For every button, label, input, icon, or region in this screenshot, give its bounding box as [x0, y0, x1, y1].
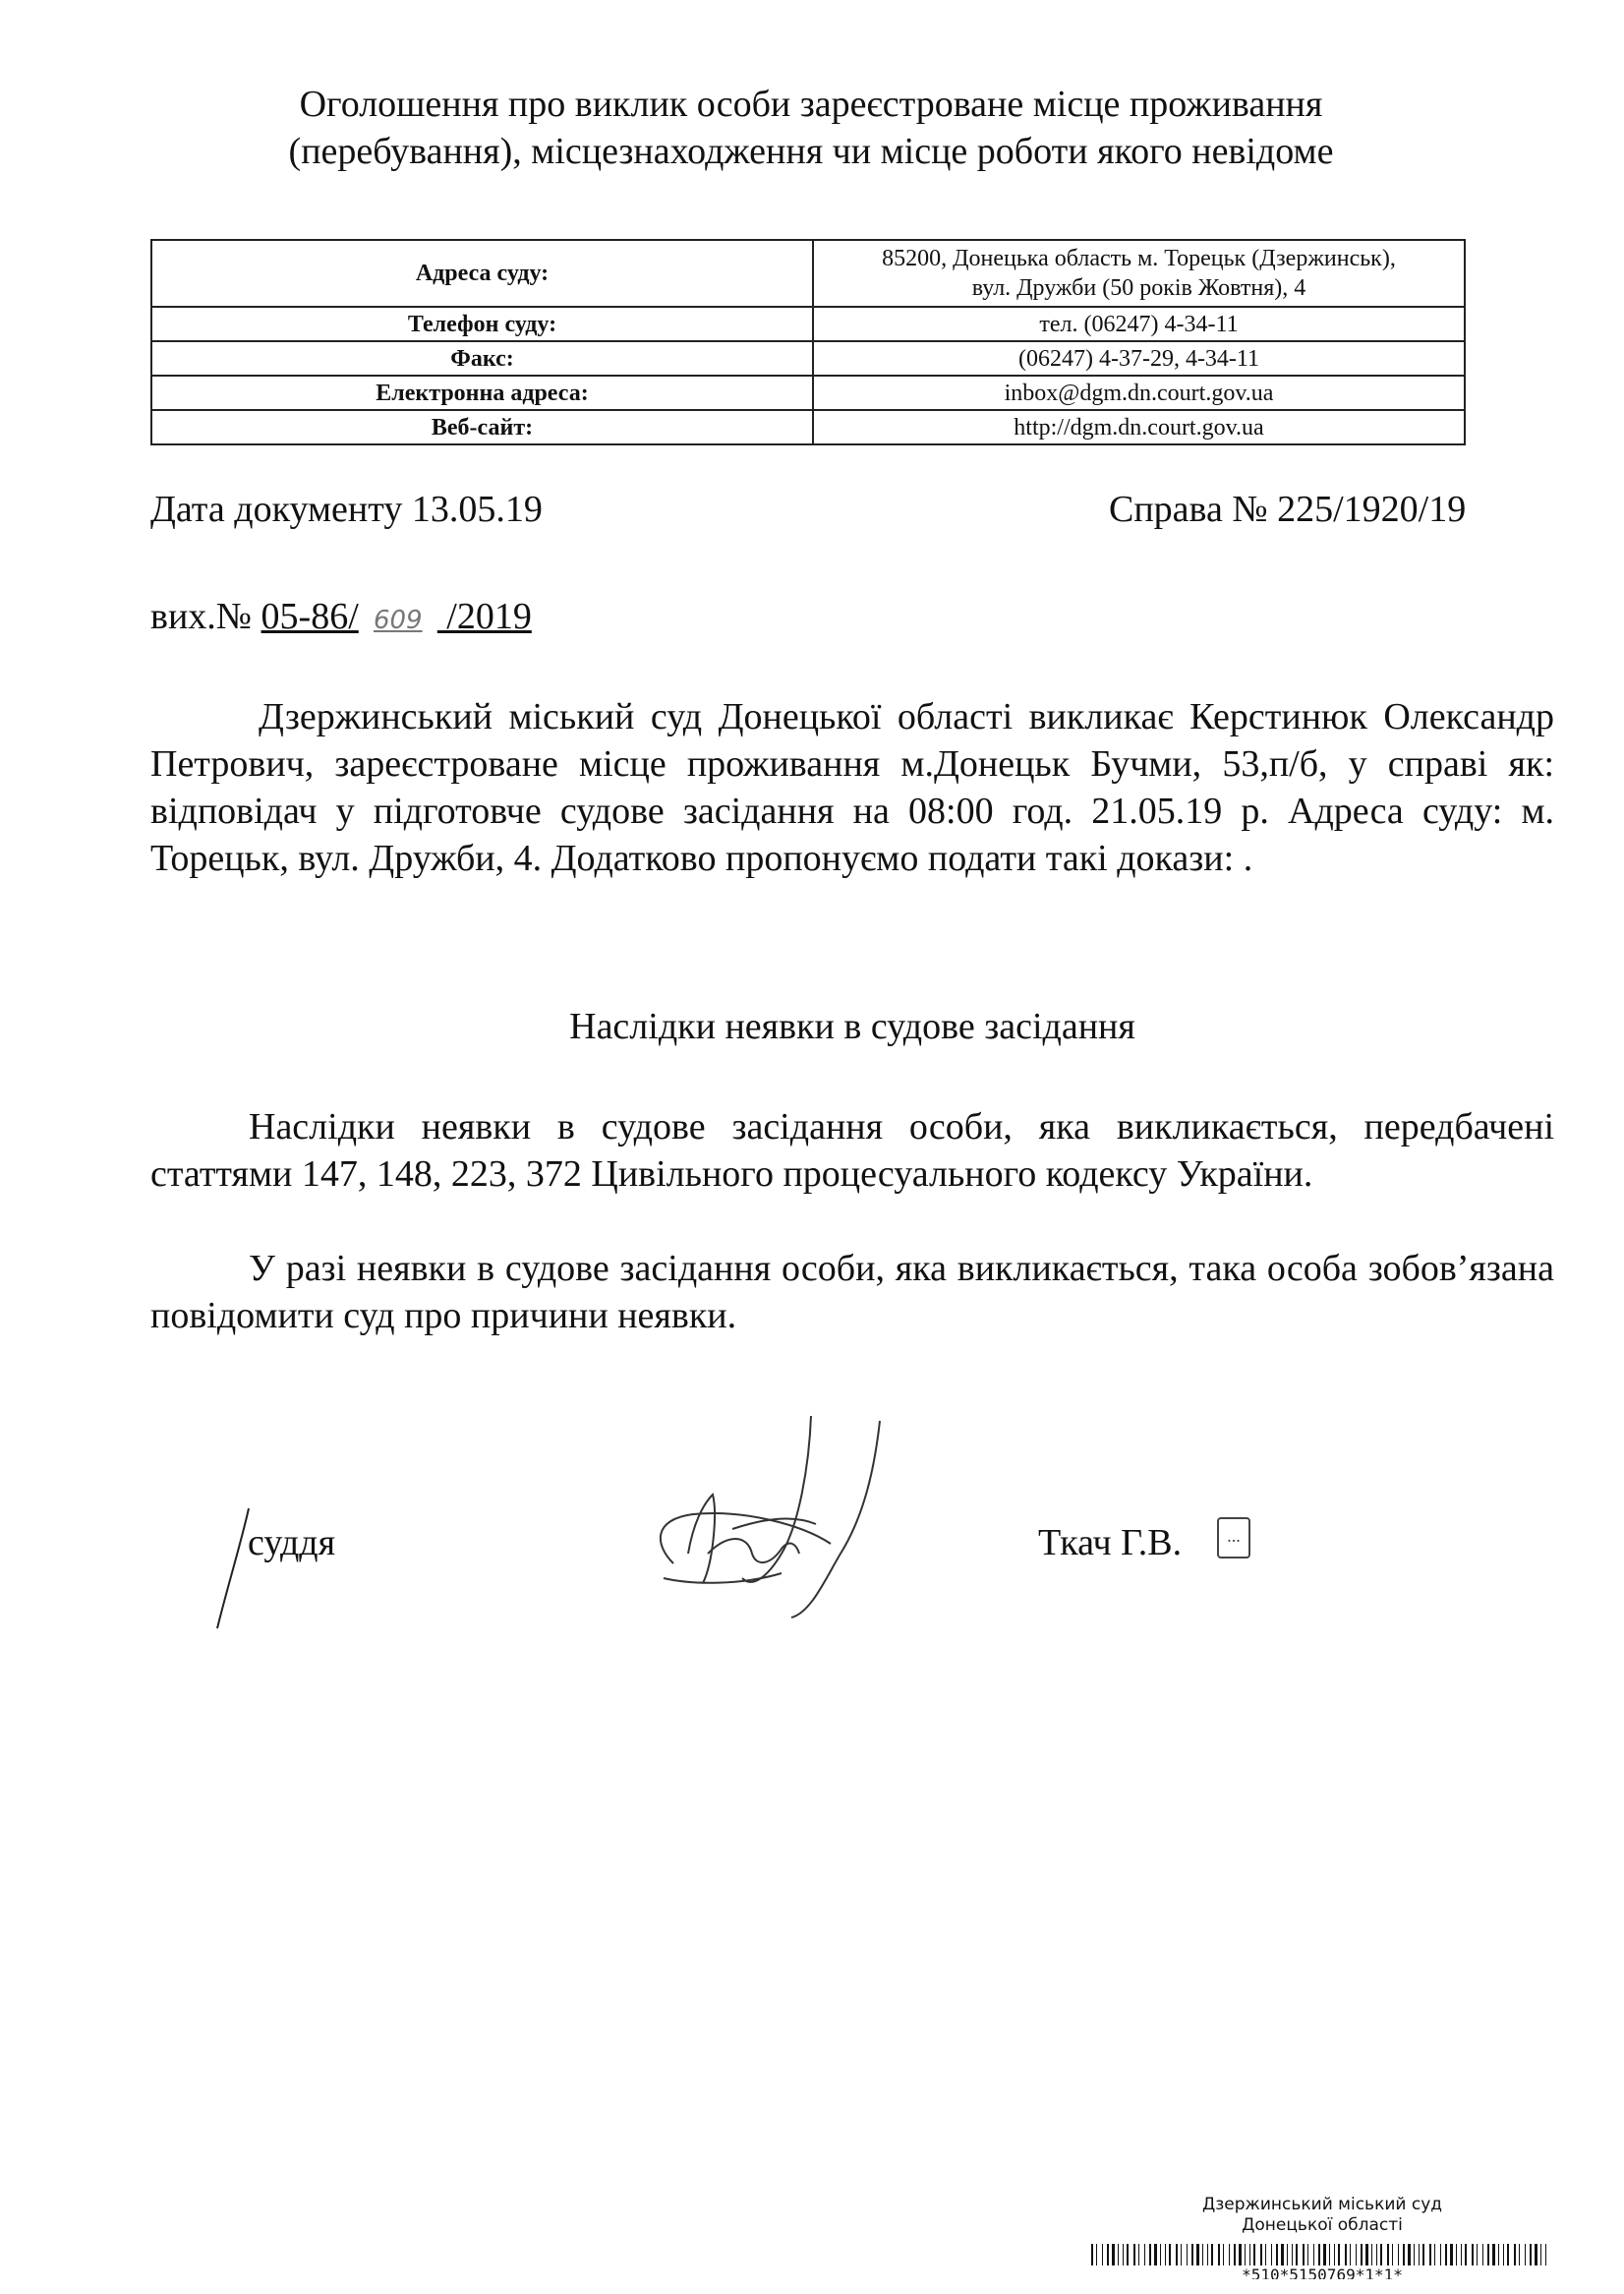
document-date: Дата документу 13.05.19 [150, 489, 543, 530]
stamp-line-2: Донецької області [1242, 2215, 1403, 2235]
stamp-line-1: Дзержинський міський суд [1201, 2195, 1443, 2214]
title-line-1: Оголошення про виклик особи зареєстроване місце проживання [299, 84, 1323, 125]
court-address-line-2: вул. Дружби (50 років Жовтня), 4 [971, 275, 1306, 301]
barcode-bar [1234, 2244, 1236, 2265]
barcode-bar [1296, 2244, 1298, 2265]
barcode-bar [1138, 2244, 1139, 2265]
barcode-bar [1429, 2244, 1431, 2265]
barcode-bar [1133, 2244, 1135, 2265]
barcode-bar [1176, 2244, 1178, 2265]
barcode-bar [1107, 2244, 1109, 2265]
barcode-bar [1096, 2244, 1097, 2265]
barcode-bar [1387, 2244, 1389, 2265]
court-stamp [1091, 2195, 1553, 2236]
court-info-table [150, 239, 1466, 445]
barcode-bar [1211, 2244, 1213, 2265]
barcode-bar [1487, 2244, 1489, 2265]
court-phone-label: Телефон суду: [151, 307, 813, 341]
court-address-value [813, 240, 1465, 307]
barcode-bar [1102, 2244, 1103, 2265]
barcode-bar [1338, 2244, 1340, 2265]
barcode-bar [1160, 2244, 1161, 2265]
barcode-bar [1249, 2244, 1250, 2265]
barcode-bar [1440, 2244, 1441, 2265]
notification-paragraph: У разі неявки в судове засідання особи, яка викликається, така особа зобов’язана повідомити суд про причини неявки. [150, 1248, 1554, 1336]
barcode-bar [1361, 2244, 1363, 2265]
barcode-bar [1445, 2244, 1447, 2265]
outgoing-part-2: /2019 [436, 596, 532, 637]
handwritten-number: 609 [373, 606, 423, 635]
barcode-bar [1165, 2244, 1166, 2265]
barcode-bar [1265, 2244, 1266, 2265]
barcode-bar [1207, 2244, 1208, 2265]
barcode-bar [1181, 2244, 1182, 2265]
barcode-bar [1307, 2244, 1308, 2265]
barcode-bar [1507, 2244, 1509, 2265]
barcode-bar [1398, 2244, 1399, 2265]
barcode-bar [1245, 2244, 1246, 2265]
judge-role: суддя [248, 1522, 336, 1563]
barcode-bar [1112, 2244, 1115, 2265]
barcode-bar [1492, 2244, 1495, 2265]
court-email-row [151, 376, 1465, 410]
consequences-paragraph: Наслідки неявки в судове засідання особи, яка викликається, передбачені статтями 147, 148, 223, 372 Цивільного процесуального кодексу України. [150, 1106, 1554, 1195]
case-number: Справа № 225/1920/19 [1109, 489, 1467, 530]
barcode-bar [1414, 2244, 1415, 2265]
barcode-bar [1276, 2244, 1278, 2265]
barcode-bar [1191, 2244, 1193, 2265]
barcode-bar [1313, 2244, 1314, 2265]
barcode-bar [1465, 2244, 1467, 2265]
barcode-bar [1318, 2244, 1320, 2265]
barcode-bar [1392, 2244, 1393, 2265]
barcode-text: *510*5150769*1*1* [1242, 2265, 1403, 2279]
barcode-bar [1482, 2244, 1483, 2265]
barcode-bar [1503, 2244, 1504, 2265]
outgoing-number-value [261, 596, 532, 637]
court-address-line-1: 85200, Донецька область м. Торецьк (Дзержинськ), [882, 246, 1396, 271]
barcode-bar [1422, 2244, 1424, 2265]
court-phone-value: тел. (06247) 4-34-11 [813, 307, 1465, 341]
court-website-label: Веб-сайт: [151, 410, 813, 444]
barcode-bar [1535, 2244, 1537, 2265]
barcode-bar [1350, 2244, 1351, 2265]
barcode-bar [1123, 2244, 1124, 2265]
outgoing-number [150, 595, 532, 638]
barcode-bar [1118, 2244, 1119, 2265]
title-line-2: (перебування), місцезнаходження чи місце роботи якого невідоме [288, 131, 1334, 172]
barcode-bar [1356, 2244, 1357, 2265]
barcode-bar [1345, 2244, 1347, 2265]
barcode-bar [1329, 2244, 1330, 2265]
barcode-bar [1530, 2244, 1532, 2265]
barcode-bar [1461, 2244, 1462, 2265]
barcode-bar [1229, 2244, 1230, 2265]
barcode-bar [1144, 2244, 1145, 2265]
barcode-bar [1292, 2244, 1293, 2265]
consequences-heading: Наслідки неявки в судове засідання [569, 1006, 1135, 1047]
outgoing-part-1: 05-86/ [261, 596, 359, 637]
barcode-bar [1519, 2244, 1520, 2265]
barcode-bar [1434, 2244, 1435, 2265]
barcode-bar [1380, 2244, 1382, 2265]
barcode-bar [1271, 2244, 1272, 2265]
barcode-bar [1419, 2244, 1420, 2265]
barcode-bar [1365, 2244, 1368, 2265]
outgoing-prefix: вих.№ [150, 596, 261, 637]
barcode-bar [1498, 2244, 1499, 2265]
barcode-bar [1169, 2244, 1171, 2265]
barcode-bar [1450, 2244, 1453, 2265]
barcode-bar [1149, 2244, 1151, 2265]
barcode-bar [1408, 2244, 1411, 2265]
barcode-bar [1456, 2244, 1457, 2265]
document-title [147, 81, 1475, 175]
court-fax-label: Факс: [151, 341, 813, 376]
barcode-bar [1127, 2244, 1129, 2265]
barcode-bar [1477, 2244, 1478, 2265]
barcode-bar [1323, 2244, 1326, 2265]
barcode-icon [1091, 2244, 1553, 2265]
court-website-row [151, 410, 1465, 444]
barcode-bar [1287, 2244, 1288, 2265]
court-address-label: Адреса суду: [151, 240, 813, 307]
court-address-row [151, 240, 1465, 307]
summons-paragraph: Дзержинський міський суд Донецької області викликає Керстинюк Олександр Петрович, зареєстроване місце проживання м.Донецьк Бучми, 53,п/б, у справі як: відповідач у підготовче судове засідання на 08:00 год. 21.05.19 р. Адреса суду: м. Торецьк, вул. Дружби, 4. Додатково пропонуємо подати такі докази: . [150, 696, 1554, 879]
court-phone-row [151, 307, 1465, 341]
barcode-bar [1260, 2244, 1262, 2265]
court-email-value: inbox@dgm.dn.court.gov.ua [813, 376, 1465, 410]
court-email-label: Електронна адреса: [151, 376, 813, 410]
barcode-bar [1187, 2244, 1188, 2265]
court-website-value: http://dgm.dn.court.gov.ua [813, 410, 1465, 444]
barcode-bar [1218, 2244, 1220, 2265]
barcode-bar [1540, 2244, 1541, 2265]
barcode-bar [1525, 2244, 1526, 2265]
ellipsis-mark: ... [1217, 1517, 1250, 1559]
barcode-bar [1196, 2244, 1199, 2265]
barcode-bar [1514, 2244, 1516, 2265]
court-fax-row [151, 341, 1465, 376]
barcode-bar [1281, 2244, 1284, 2265]
barcode-bar [1371, 2244, 1372, 2265]
barcode-bar [1403, 2244, 1405, 2265]
handwritten-signature-icon [634, 1406, 899, 1632]
barcode-bar [1472, 2244, 1474, 2265]
barcode-bar [1091, 2244, 1093, 2265]
barcode-bar [1253, 2244, 1255, 2265]
barcode-bar [1154, 2244, 1157, 2265]
barcode-bar [1303, 2244, 1305, 2265]
barcode-bar [1202, 2244, 1203, 2265]
barcode-bar [1334, 2244, 1335, 2265]
court-fax-value: (06247) 4-37-29, 4-34-11 [813, 341, 1465, 376]
barcode-bar [1545, 2244, 1546, 2265]
barcode-bar [1376, 2244, 1377, 2265]
barcode-bar [1239, 2244, 1242, 2265]
judge-name: Ткач Г.В. [1038, 1522, 1183, 1563]
barcode-bar [1223, 2244, 1224, 2265]
